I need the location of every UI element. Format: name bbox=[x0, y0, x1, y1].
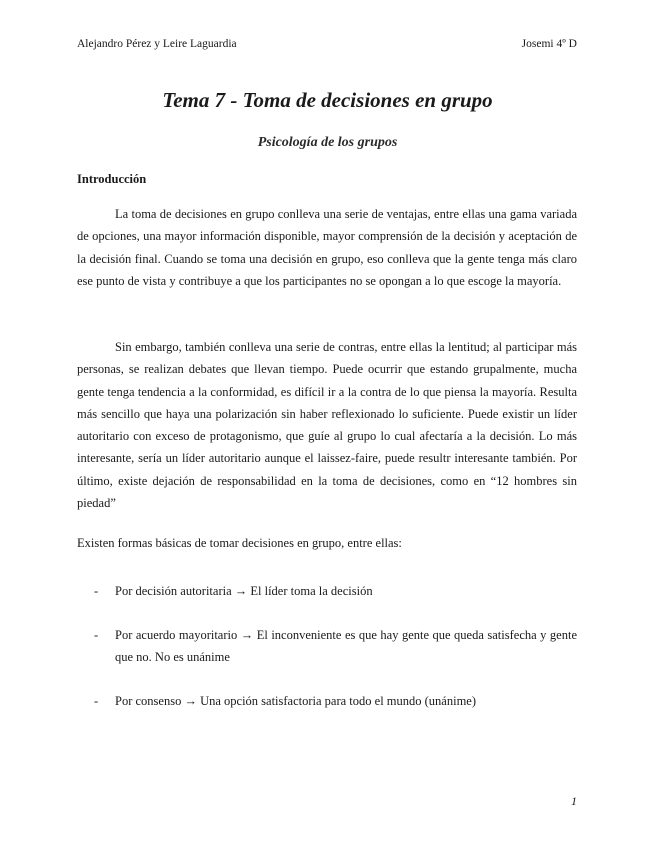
list-item-text: Por decisión autoritaria → El líder toma la decisión bbox=[115, 584, 373, 598]
list-item bbox=[77, 690, 577, 712]
paragraph-disadvantages: Sin embargo, también conlleva una serie de contras, entre ellas la lentitud; al participar más personas, se realizan debates que llevan tiempo. Puede ocurrir que estando grupalmente, mucha gente tenga tendencia a la conformidad, es difícil ir a la contra de lo que piensa la mayoría. Resulta más sencillo que haya una polarización sin haber reflexionado lo suficiente. Puede existir un líder autoritario con exceso de protagonismo, que guíe al grupo lo cual afectaría a la decisión. Lo más interesante, sería un líder autoritario aunque el laissez-faire, puede resultr interesante también. Por último, existe dejación de responsabilidad en la toma de decisiones, como en “12 hombres sin piedad” bbox=[77, 340, 577, 511]
header-class: Josemi 4º D bbox=[521, 38, 577, 50]
list-item bbox=[77, 580, 577, 602]
list-intro: Existen formas básicas de tomar decisiones en grupo, entre ellas: bbox=[77, 536, 402, 550]
list-bullet: - bbox=[94, 584, 99, 598]
list-bullet: - bbox=[94, 628, 99, 642]
page-number: 1 bbox=[571, 794, 577, 808]
list-item-text: Por acuerdo mayoritario → El inconveniente es que hay gente que queda satisfecha y gente que no. No es unánime bbox=[115, 628, 577, 664]
document-subtitle: Psicología de los grupos bbox=[257, 135, 398, 150]
section-heading: Introducción bbox=[77, 172, 147, 186]
list-bullet: - bbox=[94, 694, 99, 708]
header-authors: Alejandro Pérez y Leire Laguardia bbox=[77, 38, 237, 50]
list-item-text: Por consenso → Una opción satisfactoria para todo el mundo (unánime) bbox=[115, 694, 477, 708]
page-header bbox=[77, 38, 577, 50]
document-title: Tema 7 - Toma de decisiones en grupo bbox=[162, 88, 493, 112]
list-item bbox=[77, 624, 577, 668]
paragraph-advantages: La toma de decisiones en grupo conlleva una serie de ventajas, entre ellas una gama variada de opciones, una mayor información disponible, mayor comprensión de la decisión y aceptación de la decisión final. Cuando se toma una decisión en grupo, eso conlleva que la gente tenga más claro ese punto de vista y contribuye a que los participantes no se opongan a lo que escoge la mayoría. bbox=[77, 207, 577, 288]
